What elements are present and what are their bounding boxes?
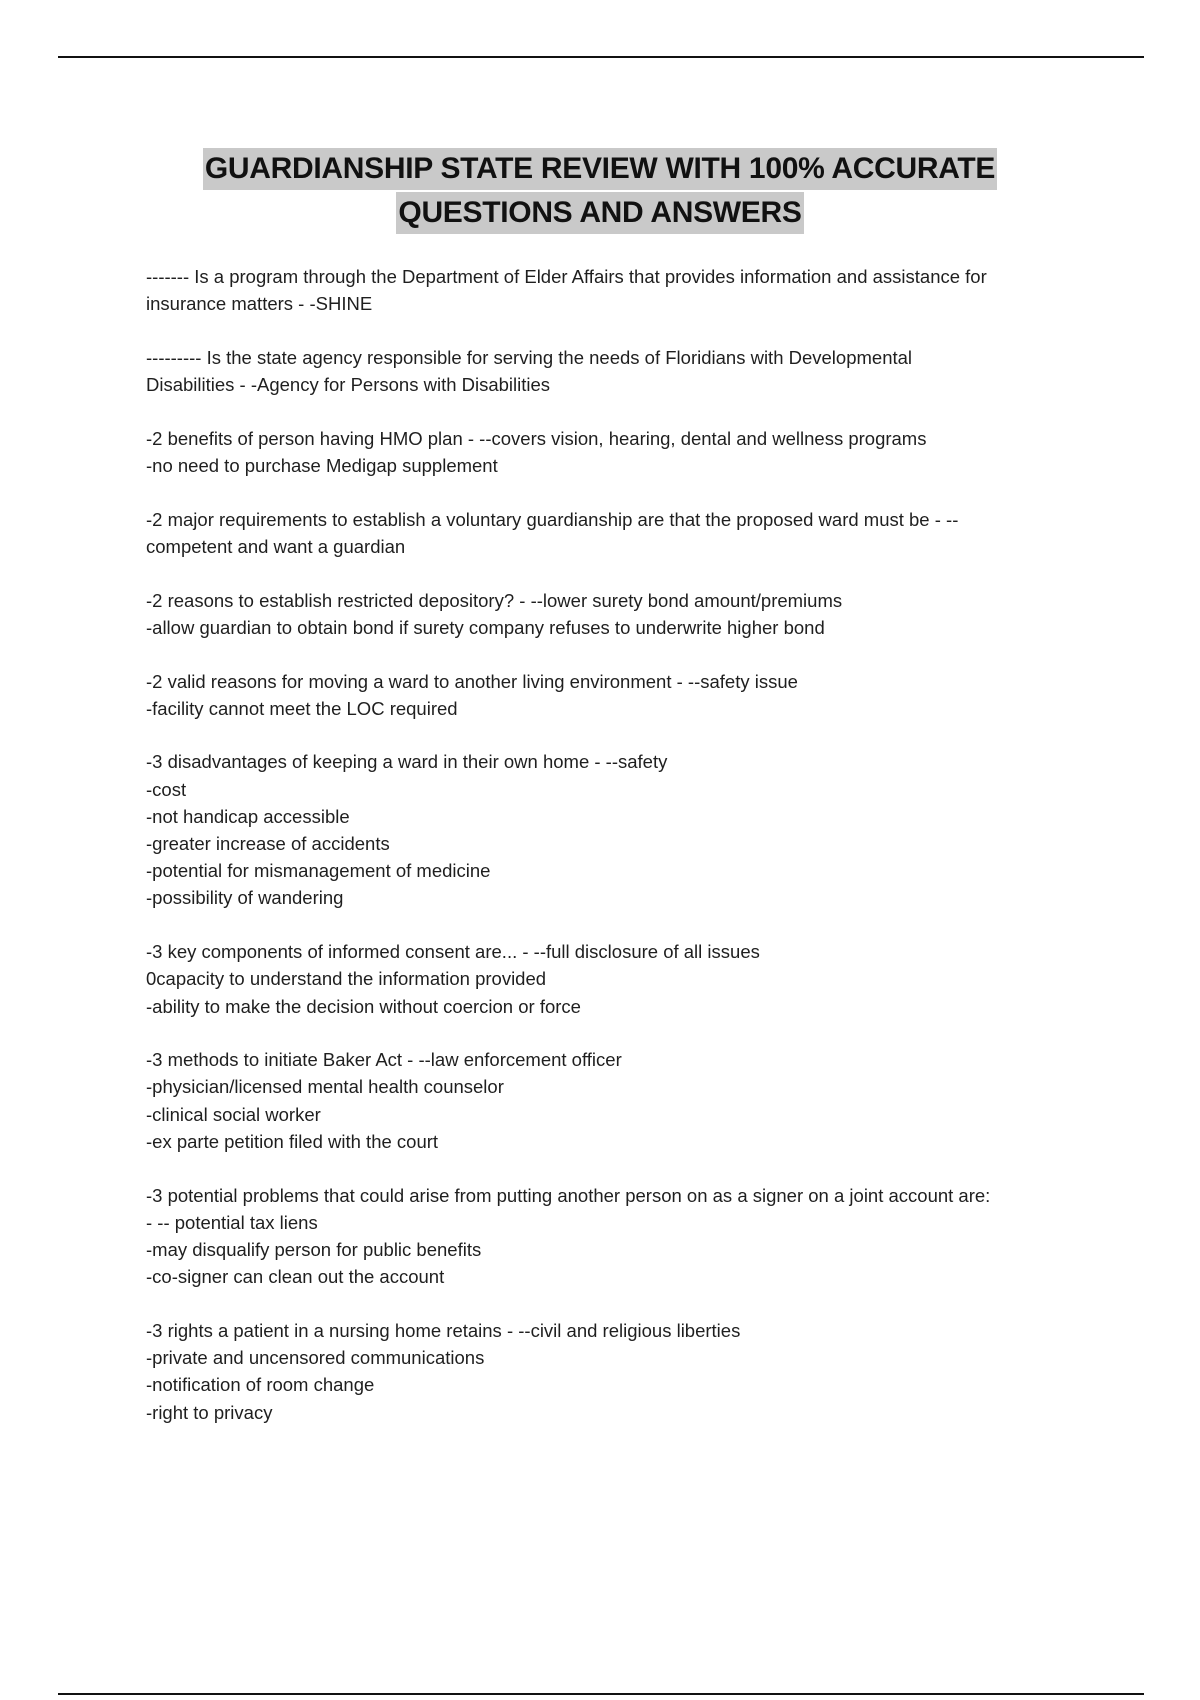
qa-entry (146, 938, 1106, 1020)
qa-entry (146, 587, 1106, 641)
qa-entry (146, 506, 1106, 560)
qa-entry (146, 668, 1106, 722)
qa-answer-line: -physician/licensed mental health counselor (146, 1076, 504, 1098)
qa-answer-line: - -- potential tax liens (146, 1211, 318, 1233)
qa-answer-line: -potential for mismanagement of medicine (146, 860, 491, 882)
qa-answer-line: -co-signer can clean out the account (146, 1266, 445, 1288)
qa-entry (146, 1046, 1106, 1155)
qa-question-line: -3 rights a patient in a nursing home retains - --civil and religious liberties (146, 1319, 741, 1341)
qa-answer-line: insurance matters - -SHINE (146, 293, 373, 315)
bottom-rule (58, 1693, 1144, 1695)
qa-answer-line: -ex parte petition filed with the court (146, 1130, 439, 1152)
qa-answer-line: -greater increase of accidents (146, 833, 390, 855)
qa-question-line: -2 valid reasons for moving a ward to another living environment - --safety issue (146, 670, 798, 692)
qa-entry (146, 263, 1106, 317)
qa-question-line: -3 potential problems that could arise from putting another person on as a signer on a joint account are: (146, 1184, 991, 1206)
qa-question-line: -3 disadvantages of keeping a ward in their own home - --safety (146, 751, 668, 773)
qa-question-line: -2 reasons to establish restricted depository? - --lower surety bond amount/premiums (146, 589, 843, 611)
qa-answer-line: -no need to purchase Medigap supplement (146, 455, 498, 477)
qa-answer-line: -right to privacy (146, 1401, 273, 1423)
title-line-2: QUESTIONS AND ANSWERS (396, 192, 803, 234)
title-line-1: GUARDIANSHIP STATE REVIEW WITH 100% ACCURATE (203, 148, 997, 190)
qa-question-line: -3 key components of informed consent are... - --full disclosure of all issues (146, 941, 760, 963)
qa-entry (146, 344, 1106, 398)
qa-answer-line: -notification of room change (146, 1374, 375, 1396)
qa-answer-line: competent and want a guardian (146, 535, 406, 557)
qa-question-line: -3 methods to initiate Baker Act - --law enforcement officer (146, 1049, 622, 1071)
qa-answer-line: -clinical social worker (146, 1103, 321, 1125)
top-rule (58, 56, 1144, 58)
qa-list (146, 263, 1106, 1452)
qa-answer-line: -facility cannot meet the LOC required (146, 697, 458, 719)
qa-entry (146, 1182, 1106, 1291)
qa-answer-line: -may disqualify person for public benefits (146, 1238, 482, 1260)
qa-answer-line: -not handicap accessible (146, 805, 350, 827)
qa-answer-line: -private and uncensored communications (146, 1347, 485, 1369)
qa-answer-line: -ability to make the decision without coercion or force (146, 995, 581, 1017)
qa-answer-line: -allow guardian to obtain bond if surety company refuses to underwrite higher bond (146, 616, 825, 638)
qa-question-line: ------- Is a program through the Department of Elder Affairs that provides information and assistance for (146, 266, 987, 287)
qa-answer-line: -cost (146, 778, 187, 800)
qa-question-line: -2 major requirements to establish a voluntary guardianship are that the proposed ward must be - -- (146, 508, 959, 530)
qa-question-line: -2 benefits of person having HMO plan - --covers vision, hearing, dental and wellness programs (146, 427, 927, 449)
qa-question-line: --------- Is the state agency responsible for serving the needs of Floridians with Developmental (146, 346, 913, 368)
qa-answer-line: Disabilities - -Agency for Persons with Disabilities (146, 374, 551, 396)
qa-entry (146, 425, 1106, 479)
document-title (100, 148, 1100, 236)
qa-answer-line: 0capacity to understand the information provided (146, 968, 547, 990)
qa-answer-line: -possibility of wandering (146, 887, 344, 909)
qa-entry (146, 1317, 1106, 1426)
qa-entry (146, 748, 1106, 911)
